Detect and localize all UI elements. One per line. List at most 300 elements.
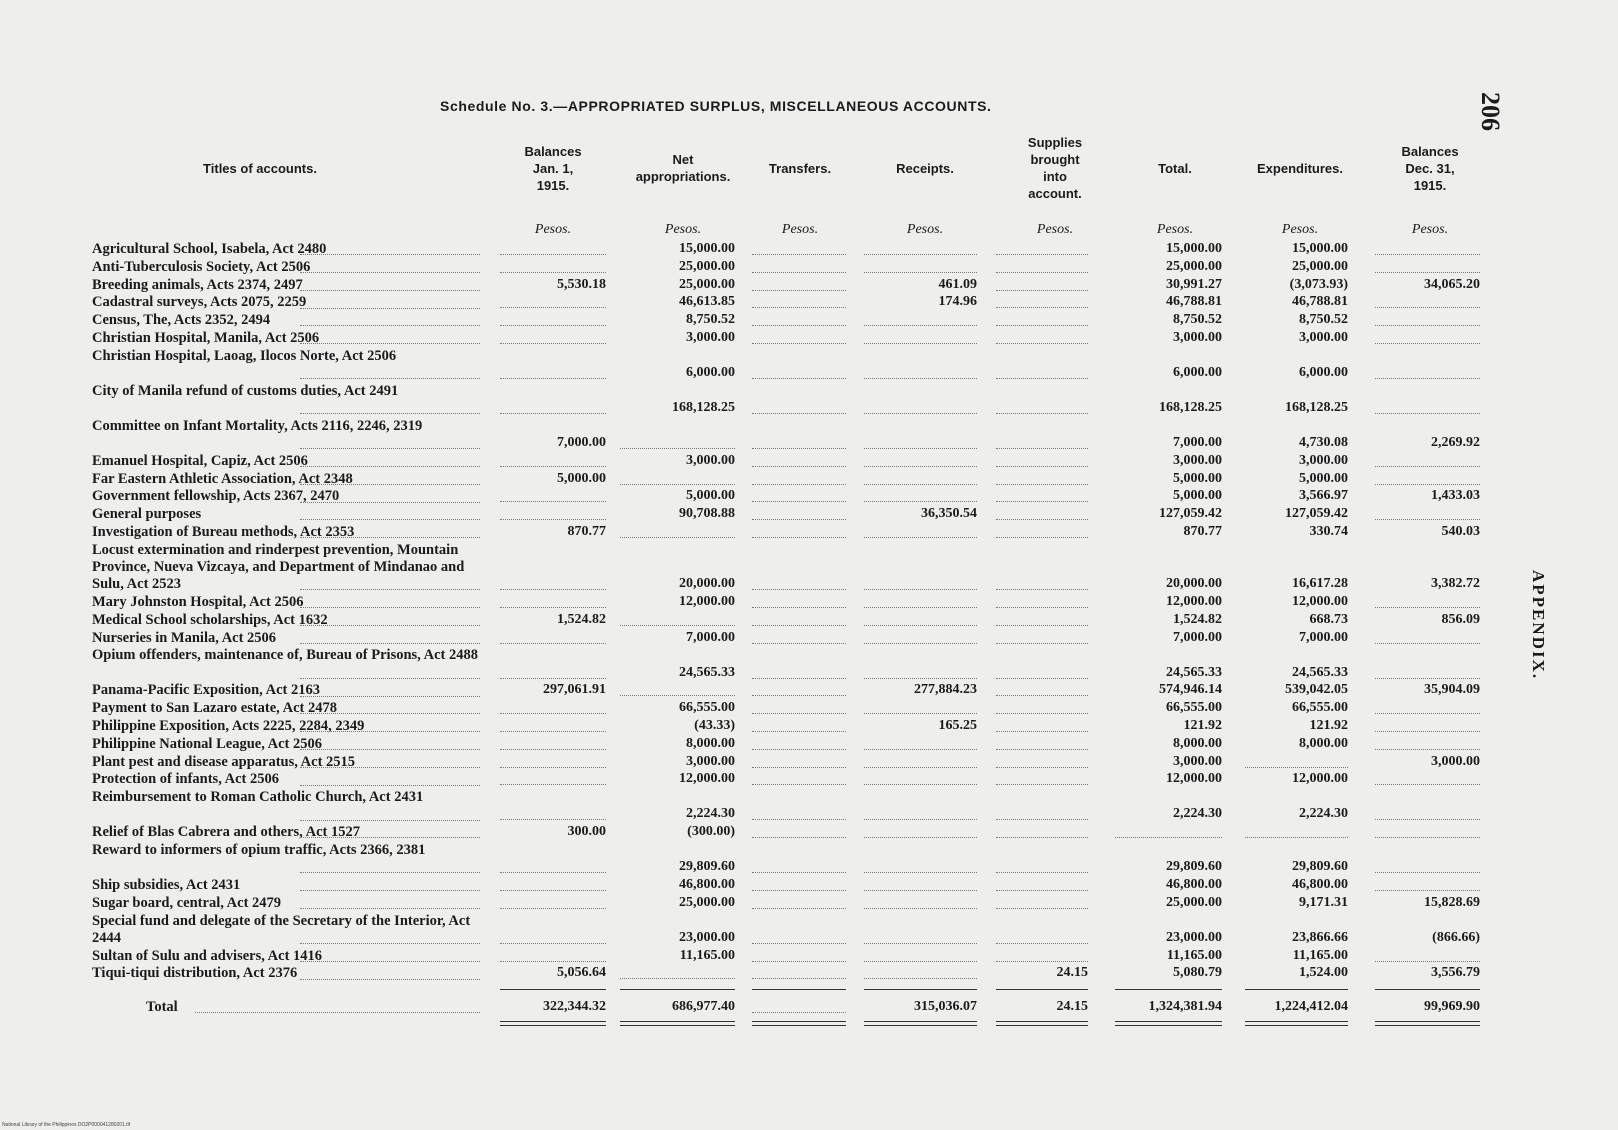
empty-cell-dots (752, 819, 846, 820)
value-cell: 127,059.42 (1159, 506, 1222, 522)
value-cell: 5,000.00 (557, 470, 606, 486)
empty-cell-dots (864, 448, 977, 449)
empty-cell-dots (752, 307, 846, 308)
empty-cell-dots (1375, 819, 1480, 820)
value-cell: 168,128.25 (1159, 400, 1222, 415)
empty-cell-dots (500, 731, 606, 732)
value-cell: 20,000.00 (679, 576, 735, 592)
empty-cell-dots (996, 943, 1088, 944)
value-cell: 3,000.00 (686, 753, 735, 769)
value-cell: 12,000.00 (679, 594, 735, 609)
value-cell: 2,224.30 (1173, 806, 1222, 822)
value-cell: 6,000.00 (686, 365, 735, 380)
value-cell: 277,884.23 (914, 682, 977, 698)
account-title (92, 895, 484, 912)
leader-dots (300, 413, 480, 414)
leader-dots (300, 254, 480, 255)
empty-cell-dots (1375, 378, 1480, 379)
value-cell: 4,730.08 (1299, 435, 1348, 450)
value-cell: 30,991.27 (1166, 276, 1222, 292)
account-title-text: Ship subsidies, Act 2431 (92, 877, 241, 893)
leader-dots (300, 749, 480, 750)
account-title-text: Opium offenders, maintenance of, Bureau of Prisons, Act 2488 (92, 647, 478, 664)
unit-label: Pesos. (534, 222, 572, 237)
empty-cell-dots (752, 607, 846, 608)
value-cell: 461.09 (938, 276, 977, 292)
value-cell: 297,061.91 (543, 682, 606, 698)
value-cell: 23,866.66 (1292, 929, 1348, 945)
empty-cell-dots (500, 325, 606, 326)
unit-label: Pesos. (1411, 222, 1449, 237)
account-title (92, 383, 484, 400)
value-cell: 539,042.05 (1285, 682, 1348, 698)
empty-cell-dots (752, 466, 846, 467)
empty-cell-dots (500, 589, 606, 590)
empty-cell-dots (1245, 767, 1348, 768)
empty-cell-dots (1115, 837, 1222, 838)
value-cell: 856.09 (1441, 611, 1480, 627)
account-title-text: Sugar board, central, Act 2479 (92, 894, 282, 911)
value-cell: 6,000.00 (1299, 365, 1348, 380)
value-cell: 3,000.00 (1173, 330, 1222, 345)
empty-cell-dots (864, 466, 977, 467)
empty-cell-dots (864, 378, 977, 379)
empty-cell-dots (752, 290, 846, 291)
value-cell: 29,809.60 (1292, 859, 1348, 875)
empty-cell-dots (864, 501, 977, 502)
value-cell: 3,000.00 (1173, 452, 1222, 468)
header-1: Titles of accounts. (203, 160, 317, 176)
account-title-text: Anti-Tuberculosis Society, Act 2506 (92, 258, 311, 275)
empty-cell-dots (500, 749, 606, 750)
header-9: Balances Dec. 31, 1915. (1401, 143, 1459, 193)
double-rule (1375, 1021, 1480, 1026)
empty-cell-dots (864, 819, 977, 820)
double-rule (1115, 1021, 1222, 1026)
empty-cell-dots (996, 519, 1088, 520)
value-cell: 6,000.00 (1173, 365, 1222, 380)
schedule-title: Schedule No. 3.—APPROPRIATED SURPLUS, MISCELLANEOUS ACCOUNTS. (440, 98, 992, 114)
account-title-text: Cadastral surveys, Acts 2075, 2259 (92, 294, 307, 311)
empty-cell-dots (996, 589, 1088, 590)
empty-cell-dots (752, 343, 846, 344)
empty-cell-dots (1375, 343, 1480, 344)
account-title-text: Committee on Infant Mortality, Acts 2116, 2246, 2319 (92, 417, 423, 434)
account-title (92, 948, 484, 965)
account-title-text: Investigation of Bureau methods, Act 2353 (92, 524, 355, 540)
empty-cell-dots (996, 908, 1088, 909)
empty-cell-dots (752, 872, 846, 873)
unit-label: Pesos. (1036, 222, 1074, 237)
value-cell: 29,809.60 (679, 859, 735, 875)
account-title-text: Breeding animals, Acts 2374, 2497 (92, 276, 303, 293)
empty-cell-dots (752, 943, 846, 944)
value-cell: (866.66) (1432, 929, 1480, 945)
value-cell: 8,000.00 (1173, 735, 1222, 751)
empty-cell-dots (996, 607, 1088, 608)
account-title-text: Reimbursement to Roman Catholic Church, Act 2431 (92, 789, 424, 806)
double-rule (1245, 1021, 1348, 1026)
value-cell: 35,904.09 (1424, 682, 1480, 698)
value-cell: 66,555.00 (1166, 700, 1222, 716)
value-cell: 3,000.00 (1299, 330, 1348, 345)
value-cell: 3,556.79 (1431, 965, 1480, 981)
empty-cell-dots (1375, 307, 1480, 308)
total-cell: 315,036.07 (914, 999, 977, 1015)
leader-dots (300, 343, 480, 344)
empty-cell-dots (752, 784, 846, 785)
leader-dots (300, 713, 480, 714)
empty-cell-dots (864, 890, 977, 891)
account-title (92, 630, 484, 647)
account-title (92, 718, 484, 735)
total-cell: 24.15 (1056, 999, 1088, 1015)
empty-cell-dots (500, 678, 606, 679)
value-cell: 11,165.00 (679, 947, 735, 963)
total-rule (1115, 989, 1222, 990)
account-title (92, 682, 484, 699)
leader-dots (300, 820, 480, 821)
account-title-text: Christian Hospital, Manila, Act 2506 (92, 330, 320, 346)
empty-cell-dots (996, 678, 1088, 679)
value-cell: 20,000.00 (1166, 576, 1222, 592)
value-cell: 165.25 (938, 718, 977, 733)
value-cell: 46,613.85 (679, 294, 735, 310)
value-cell: 5,000.00 (686, 488, 735, 504)
total-cell: 99,969.90 (1424, 999, 1480, 1015)
empty-cell-dots (996, 272, 1088, 273)
value-cell: 3,000.00 (1431, 753, 1480, 769)
empty-cell-dots (500, 872, 606, 873)
account-title (92, 542, 484, 593)
account-title-text: Sultan of Sulu and advisers, Act 1416 (92, 947, 323, 964)
value-cell: 8,750.52 (1173, 312, 1222, 328)
account-title (92, 259, 484, 276)
empty-cell-dots (996, 767, 1088, 768)
value-cell: 330.74 (1309, 524, 1348, 539)
account-title-text: Census, The, Acts 2352, 2494 (92, 312, 271, 329)
leader-dots (300, 466, 480, 467)
empty-cell-dots (1375, 325, 1480, 326)
account-title-text: Nurseries in Manila, Act 2506 (92, 629, 277, 646)
empty-cell-dots (500, 466, 606, 467)
empty-cell-dots (752, 254, 846, 255)
account-title (92, 312, 484, 329)
account-title (92, 594, 484, 611)
empty-cell-dots (864, 678, 977, 679)
value-cell: 8,750.52 (686, 312, 735, 328)
value-cell: 7,000.00 (1173, 629, 1222, 645)
empty-cell-dots (500, 501, 606, 502)
total-rule (996, 989, 1088, 990)
total-label (146, 999, 538, 1016)
value-cell: 668.73 (1309, 611, 1348, 627)
empty-cell-dots (864, 272, 977, 273)
value-cell: 12,000.00 (1292, 594, 1348, 609)
leader-dots (300, 731, 480, 732)
empty-cell-dots (996, 343, 1088, 344)
total-cell: 1,324,381.94 (1148, 999, 1222, 1015)
value-cell: 15,000.00 (679, 241, 735, 256)
total-rule (500, 989, 606, 990)
total-rule (1375, 989, 1480, 990)
total-label-text: Total (146, 999, 178, 1016)
empty-cell-dots (1375, 607, 1480, 608)
account-title-text: Plant pest and disease apparatus, Act 2515 (92, 753, 356, 770)
account-title (92, 789, 484, 806)
empty-cell-dots (996, 872, 1088, 873)
account-title (92, 277, 484, 294)
empty-cell-dots (500, 272, 606, 273)
empty-cell-dots (996, 501, 1088, 502)
empty-cell-dots (996, 466, 1088, 467)
account-title (92, 965, 484, 982)
empty-cell-dots (996, 890, 1088, 891)
empty-cell-dots (752, 749, 846, 750)
account-title (92, 524, 484, 541)
value-cell: 127,059.42 (1285, 506, 1348, 522)
running-head: APPENDIX. (1529, 570, 1548, 681)
leader-dots (300, 325, 480, 326)
empty-cell-dots (996, 537, 1088, 538)
value-cell: 7,000.00 (1173, 435, 1222, 450)
leader-dots (300, 290, 480, 291)
empty-cell-dots (752, 589, 846, 590)
total-cell: 1,224,412.04 (1274, 999, 1348, 1015)
unit-label: Pesos. (781, 222, 819, 237)
empty-cell-dots (620, 537, 735, 538)
empty-cell-dots (620, 484, 735, 485)
empty-cell-dots (864, 589, 977, 590)
value-cell: 23,000.00 (679, 929, 735, 945)
empty-cell-dots (864, 784, 977, 785)
account-title-text: Reward to informers of opium traffic, Acts 2366, 2381 (92, 842, 426, 858)
value-cell: 66,555.00 (1292, 700, 1348, 716)
value-cell: 3,000.00 (686, 452, 735, 468)
account-title (92, 700, 484, 717)
empty-cell-dots (864, 767, 977, 768)
double-rule (996, 1021, 1088, 1026)
empty-cell-dots (864, 749, 977, 750)
empty-cell-dots (752, 731, 846, 732)
total-rule (620, 989, 735, 990)
empty-cell-dots (1375, 643, 1480, 644)
value-cell: 870.77 (1183, 524, 1222, 539)
value-cell: 11,165.00 (1166, 947, 1222, 963)
empty-cell-dots (1245, 837, 1348, 838)
value-cell: 8,000.00 (1299, 735, 1348, 751)
value-cell: 540.03 (1441, 524, 1480, 539)
leader-dots (300, 678, 480, 679)
unit-label: Pesos. (664, 222, 702, 237)
value-cell: 300.00 (567, 824, 606, 840)
account-title (92, 330, 484, 347)
account-title (92, 453, 484, 470)
value-cell: 8,750.52 (1299, 312, 1348, 328)
account-title-text: Protection of infants, Act 2506 (92, 771, 279, 788)
empty-cell-dots (620, 695, 735, 696)
leader-dots (300, 908, 480, 909)
empty-cell-dots (996, 837, 1088, 838)
value-cell: 168,128.25 (672, 400, 735, 415)
value-cell: 5,080.79 (1173, 965, 1222, 981)
empty-cell-dots (996, 695, 1088, 696)
empty-cell-dots (996, 413, 1088, 414)
account-title (92, 754, 484, 771)
empty-cell-dots (1375, 713, 1480, 714)
leader-dots (300, 607, 480, 608)
leader-dots (300, 872, 480, 873)
empty-cell-dots (996, 961, 1088, 962)
empty-cell-dots (864, 837, 977, 838)
value-cell: 12,000.00 (679, 771, 735, 787)
empty-cell-dots (996, 254, 1088, 255)
empty-cell-dots (996, 625, 1088, 626)
empty-cell-dots (752, 1012, 846, 1013)
account-title-text: Government fellowship, Acts 2367, 2470 (92, 488, 340, 505)
total-rule (752, 989, 846, 990)
header-7: Total. (1158, 160, 1192, 176)
empty-cell-dots (1375, 484, 1480, 485)
empty-cell-dots (752, 625, 846, 626)
empty-cell-dots (864, 254, 977, 255)
empty-cell-dots (996, 290, 1088, 291)
empty-cell-dots (1375, 837, 1480, 838)
empty-cell-dots (996, 643, 1088, 644)
empty-cell-dots (752, 767, 846, 768)
value-cell: 7,000.00 (1299, 629, 1348, 645)
empty-cell-dots (500, 307, 606, 308)
value-cell: 24,565.33 (1166, 664, 1222, 680)
leader-dots (300, 961, 480, 962)
leader-dots (300, 272, 480, 273)
header-4: Transfers. (768, 160, 832, 176)
unit-label: Pesos. (1156, 222, 1194, 237)
total-cell: 686,977.40 (672, 999, 735, 1015)
empty-cell-dots (996, 713, 1088, 714)
value-cell: 34,065.20 (1424, 276, 1480, 292)
value-cell: 25,000.00 (1166, 258, 1222, 274)
value-cell: 16,617.28 (1292, 576, 1348, 592)
double-rule (620, 1021, 735, 1026)
empty-cell-dots (1375, 678, 1480, 679)
empty-cell-dots (752, 484, 846, 485)
account-title-text: General purposes (92, 506, 202, 523)
empty-cell-dots (752, 678, 846, 679)
value-cell: 29,809.60 (1166, 859, 1222, 875)
empty-cell-dots (864, 607, 977, 608)
empty-cell-dots (864, 413, 977, 414)
total-cell: 322,344.32 (543, 999, 606, 1015)
value-cell: 25,000.00 (1292, 258, 1348, 274)
empty-cell-dots (996, 448, 1088, 449)
value-cell: 3,566.97 (1299, 488, 1348, 504)
account-title (92, 771, 484, 788)
value-cell: 46,788.81 (1292, 294, 1348, 310)
empty-cell-dots (620, 625, 735, 626)
account-title-text: Medical School scholarships, Act 1632 (92, 611, 328, 628)
empty-cell-dots (864, 643, 977, 644)
value-cell: (3,073.93) (1289, 276, 1348, 292)
empty-cell-dots (1375, 272, 1480, 273)
value-cell: 66,555.00 (679, 700, 735, 716)
empty-cell-dots (500, 607, 606, 608)
value-cell: 46,800.00 (679, 877, 735, 892)
leader-dots (300, 519, 480, 520)
leader-dots (300, 448, 480, 449)
header-2: Balances Jan. 1, 1915. (524, 143, 582, 193)
value-cell: 168,128.25 (1285, 400, 1348, 415)
account-title-text: Payment to San Lazaro estate, Act 2478 (92, 700, 337, 717)
value-cell: 121.92 (1183, 718, 1222, 733)
empty-cell-dots (1375, 749, 1480, 750)
header-5: Receipts. (896, 160, 954, 176)
account-title-text: Philippine Exposition, Acts 2225, 2284, 2349 (92, 718, 365, 734)
empty-cell-dots (500, 943, 606, 944)
value-cell: 46,788.81 (1166, 294, 1222, 310)
double-rule (752, 1021, 846, 1026)
empty-cell-dots (1375, 890, 1480, 891)
account-title (92, 736, 484, 753)
empty-cell-dots (752, 713, 846, 714)
unit-label: Pesos. (906, 222, 944, 237)
empty-cell-dots (752, 961, 846, 962)
account-title-text: Relief of Blas Cabrera and others, Act 1527 (92, 824, 360, 841)
empty-cell-dots (752, 643, 846, 644)
empty-cell-dots (500, 378, 606, 379)
empty-cell-dots (500, 819, 606, 820)
value-cell: 15,000.00 (1292, 241, 1348, 256)
value-cell: 36,350.54 (921, 506, 977, 522)
value-cell: 3,000.00 (1299, 452, 1348, 468)
value-cell: 121.92 (1309, 718, 1348, 733)
empty-cell-dots (996, 378, 1088, 379)
empty-cell-dots (996, 784, 1088, 785)
leader-dots (195, 1012, 480, 1013)
value-cell: 574,946.14 (1159, 682, 1222, 698)
leader-dots (300, 696, 480, 697)
value-cell: 12,000.00 (1166, 771, 1222, 787)
empty-cell-dots (500, 890, 606, 891)
double-rule (864, 1021, 977, 1026)
value-cell: 3,000.00 (1173, 753, 1222, 769)
account-title-text: Agricultural School, Isabela, Act 2480 (92, 241, 327, 257)
empty-cell-dots (864, 978, 977, 979)
account-title (92, 913, 484, 947)
unit-label: Pesos. (1281, 222, 1319, 237)
value-cell: 46,800.00 (1292, 877, 1348, 892)
empty-cell-dots (500, 767, 606, 768)
empty-cell-dots (752, 448, 846, 449)
value-cell: 1,433.03 (1431, 488, 1480, 504)
leader-dots (300, 767, 480, 768)
value-cell: 25,000.00 (1166, 894, 1222, 910)
empty-cell-dots (500, 713, 606, 714)
empty-cell-dots (620, 448, 735, 449)
account-title-text: City of Manila refund of customs duties, Act 2491 (92, 382, 399, 399)
value-cell: 3,000.00 (686, 330, 735, 345)
scan-footer: National Library of the Philippines DO2P000041280201.tif (2, 1122, 131, 1128)
account-title (92, 877, 484, 894)
value-cell: 2,224.30 (686, 806, 735, 822)
empty-cell-dots (1375, 519, 1480, 520)
value-cell: 5,530.18 (557, 276, 606, 292)
empty-cell-dots (1375, 872, 1480, 873)
leader-dots (300, 979, 480, 980)
empty-cell-dots (752, 837, 846, 838)
value-cell: 25,000.00 (679, 894, 735, 910)
header-6: Supplies brought into account. (1027, 135, 1083, 201)
